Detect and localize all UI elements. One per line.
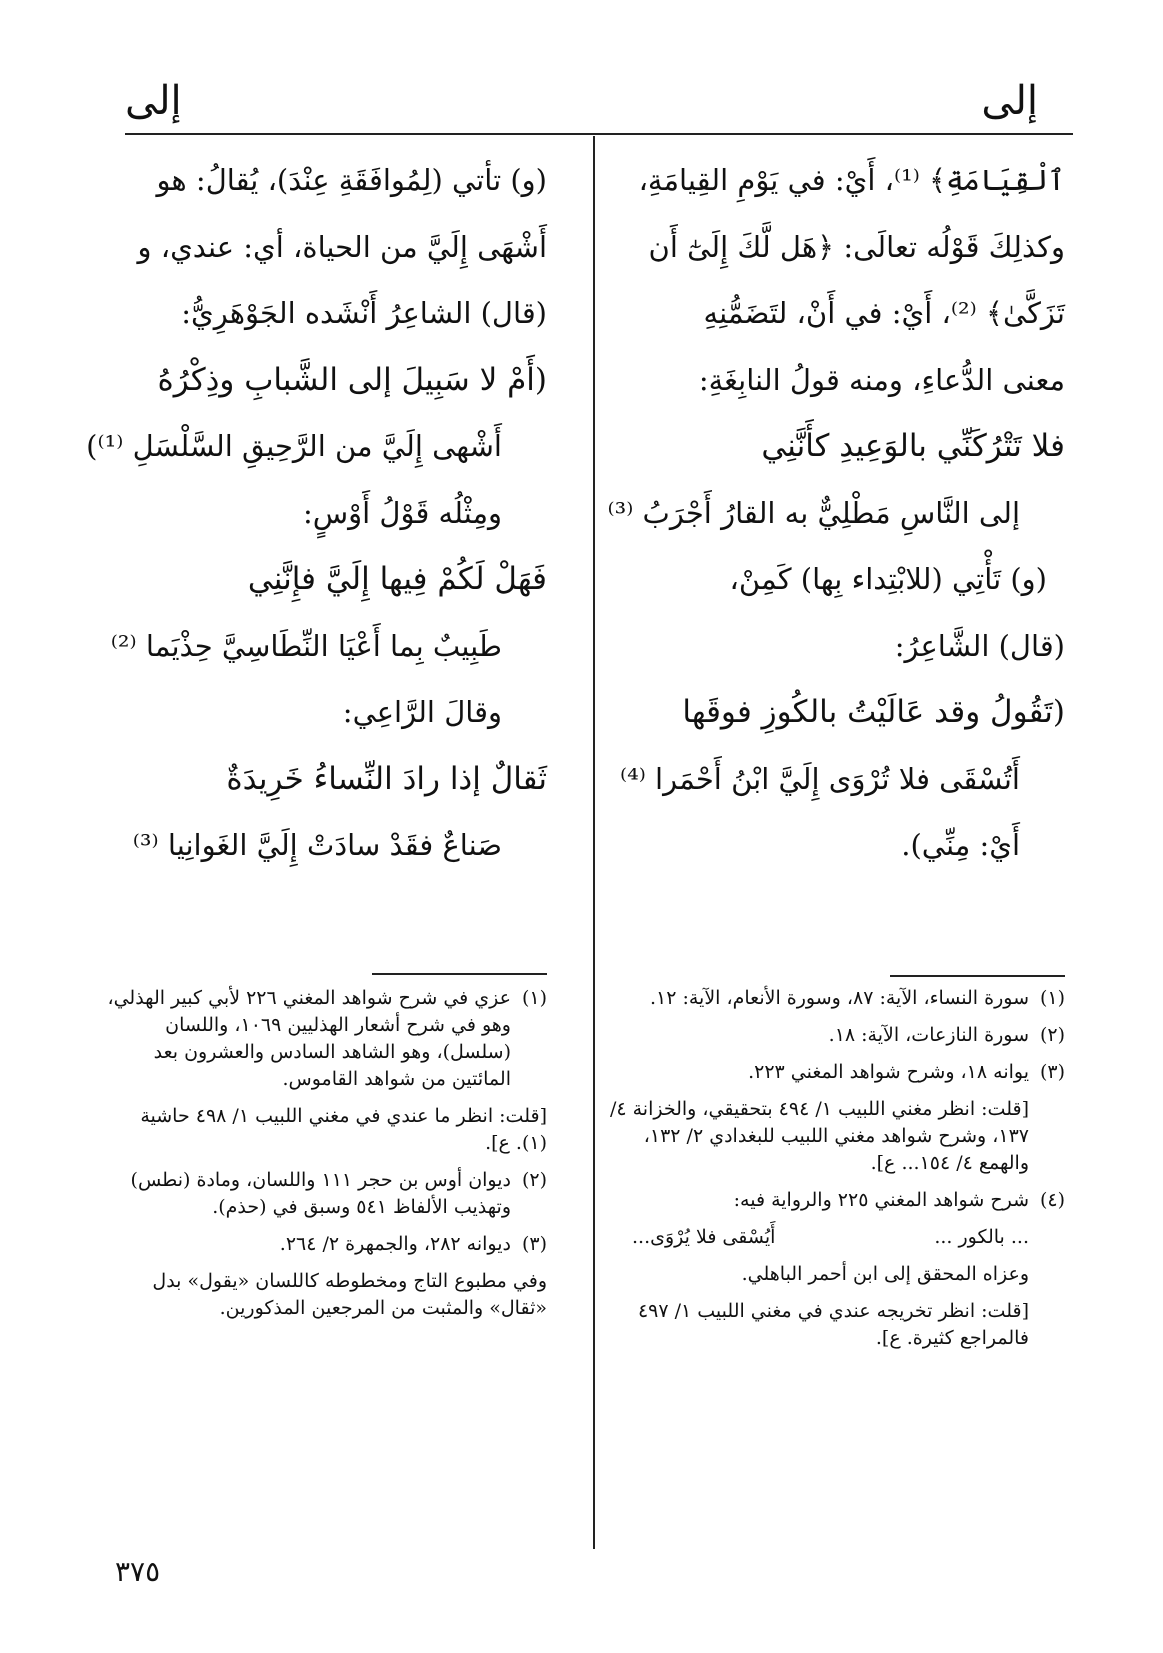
- verse-line: طَبِيبٌ بِما أَعْيَا النِّطَاسِيَّ حِذْيَما ⁽²⁾: [110, 628, 502, 663]
- footnote-number: (٢): [521, 1169, 547, 1191]
- footnote-rule-right: [890, 975, 1065, 977]
- footnote-number: (١): [521, 987, 547, 1009]
- footnote-number: (٣): [521, 1233, 547, 1255]
- footnote-rule-left: [372, 973, 547, 975]
- verse-line: (أَمْ لا سَبِيلَ إلى الشَّبابِ وذِكْرُهُ: [157, 361, 547, 398]
- footnote: [107, 985, 547, 1093]
- text-line: وقالَ الرَّاعِي:: [342, 695, 502, 729]
- footnote-editor-note: [قلت: انظر تخريجه عندي في مغني اللبيب ١/ ٤٩٧ فالمراجع كثيرة. ع].: [637, 1300, 1029, 1349]
- text-line: تَزَكَّىٰ﴾ ⁽²⁾، أَيْ: في أَنْ، لتَضَمُّنِهِ: [703, 296, 1065, 330]
- footnote: [602, 1187, 1065, 1214]
- text-line: (و) تأتي (لِمُوافَقَةِ عِنْدَ)، يُقالُ: هو: [156, 163, 547, 197]
- right-column: [602, 160, 1065, 892]
- footnote-text: ديوانه ٢٨٢، والجمهرة ٢/ ٢٦٤.: [279, 1233, 511, 1255]
- text-line: (قال) الشَّاعِرُ:: [894, 628, 1065, 663]
- verse-line: صَناعٌ فقَدْ سادَتْ إِلَيَّ الغَوانِيا ⁽³⁾: [132, 828, 502, 862]
- footnote: [602, 985, 1065, 1012]
- footnote-text: يوانه ١٨، وشرح شواهد المغني ٢٢٣.: [748, 1061, 1029, 1083]
- footnote-verse-first: ... بالكور ...: [934, 1226, 1029, 1248]
- verse-line: فلا تَتْرُكَنِّي بالوَعِيدِ كأَنَّنِي: [761, 428, 1065, 464]
- verse-line: فَهَلْ لَكُمْ فِيها إِلَيَّ فإِنَّنِي: [247, 561, 547, 597]
- footnote-verse-second: أَيُسْقى فلا يُرْوَى...: [632, 1226, 776, 1248]
- footnote-text: وفي مطبوع التاج ومخطوطه كاللسان «يقول» بدل «ثقال» والمثبت من المرجعين المذكورين.: [152, 1270, 547, 1319]
- text-line: أَشْهَى إِلَيَّ من الحياة، أي: عندي، و: [137, 229, 547, 264]
- footnote-number: (١): [1039, 987, 1065, 1009]
- footnote: [602, 1059, 1065, 1086]
- footnote-text: وعزاه المحقق إلى ابن أحمر الباهلي.: [741, 1263, 1029, 1285]
- footnote-number: (٣): [1039, 1061, 1065, 1083]
- text-line: معنى الدُّعاءِ، ومنه قولُ النابِغَةِ:: [698, 362, 1065, 397]
- footnote-text: سورة النازعات، الآية: ١٨.: [828, 1024, 1029, 1046]
- footnote-text: ديوان أوس بن حجر ١١١ واللسان، ومادة (نطس) وتهذيب الألفاظ ٥٤١ وسبق في (حذم).: [130, 1169, 511, 1218]
- footnote-editor-note: [قلت: انظر ما عندي في مغني اللبيب ١/ ٤٩٨ حاشية (١). ع].: [140, 1105, 547, 1154]
- footnote-text: عزي في شرح شواهد المغني ٢٢٦ لأبي كبير الهذلي، وهو في شرح أشعار الهذليين ١٠٦٩، واللسان (سلسل)، وهو الشاهد السادس والعشرون بعد المائتين من شواهد القاموس.: [107, 987, 511, 1090]
- footnote-text: سورة النساء، الآية: ٨٧، وسورة الأنعام، الآية: ١٢.: [649, 987, 1029, 1009]
- column-divider: [593, 136, 595, 1549]
- footnote-editor-note: [قلت: انظر مغني اللبيب ١/ ٤٩٤ بتحقيقي، والخزانة ٤/ ١٣٧، وشرح شواهد مغني اللبيب للبغدادي ٢/ ١٣٢، والهمع ٤/ ١٥٤... ع].: [609, 1098, 1029, 1174]
- text-line: وكذلِكَ قَوْلُه تعالَى: ﴿هَل لَّكَ إِلَىٰٓ أَن: [648, 229, 1065, 264]
- left-column: [86, 160, 547, 892]
- footnote-text: شرح شواهد المغني ٢٢٥ والرواية فيه:: [733, 1189, 1029, 1211]
- footnote: [602, 1022, 1065, 1049]
- text-line: أَيْ: مِنِّي).: [901, 828, 1020, 862]
- running-header-left: إلى: [125, 78, 182, 124]
- verse-line: أَشْهى إِلَيَّ من الرَّحِيقِ السَّلْسَلِ ⁽¹⁾): [86, 429, 502, 463]
- footnote-number: (٢): [1039, 1024, 1065, 1046]
- page-number: ٣٧٥: [115, 1555, 161, 1588]
- text-line: ومِثْلُه قَوْلُ أَوْسٍ:: [302, 495, 502, 530]
- verse-line: (تَقُولُ وقد عَالَيْتُ بالكُوزِ فوقَها: [682, 694, 1065, 730]
- footnote-verse: [602, 1224, 1065, 1251]
- text-line: (قال) الشاعِرُ أَنْشَده الجَوْهَرِيُّ:: [181, 296, 547, 330]
- text-line: (و) تَأْتِي (للابْتِداء بِها) كَمِنْ،: [729, 562, 1047, 596]
- footnotes-left: [107, 985, 547, 1332]
- footnote: [107, 1231, 547, 1258]
- text-line: ٱلْقِيَامَةِ﴾ ⁽¹⁾، أَيْ: في يَوْمِ القِيامَةِ،: [638, 163, 1065, 197]
- footnote-number: (٤): [1039, 1189, 1065, 1211]
- verse-line: إلى النَّاسِ مَطْلِيٌّ به القارُ أَجْرَبُ ⁽³⁾: [607, 495, 1020, 530]
- running-header-right: إلى: [981, 78, 1038, 124]
- footnote: [107, 1167, 547, 1221]
- footnotes-right: [602, 985, 1065, 1362]
- verse-line: ثَقالٌ إذا رادَ النِّساءُ خَرِيدَةٌ: [226, 760, 547, 797]
- verse-line: أَتُسْقَى فلا تُرْوَى إِلَيَّ ابْنُ أَحْمَرا ⁽⁴⁾: [619, 761, 1020, 796]
- header-rule: [125, 133, 1073, 135]
